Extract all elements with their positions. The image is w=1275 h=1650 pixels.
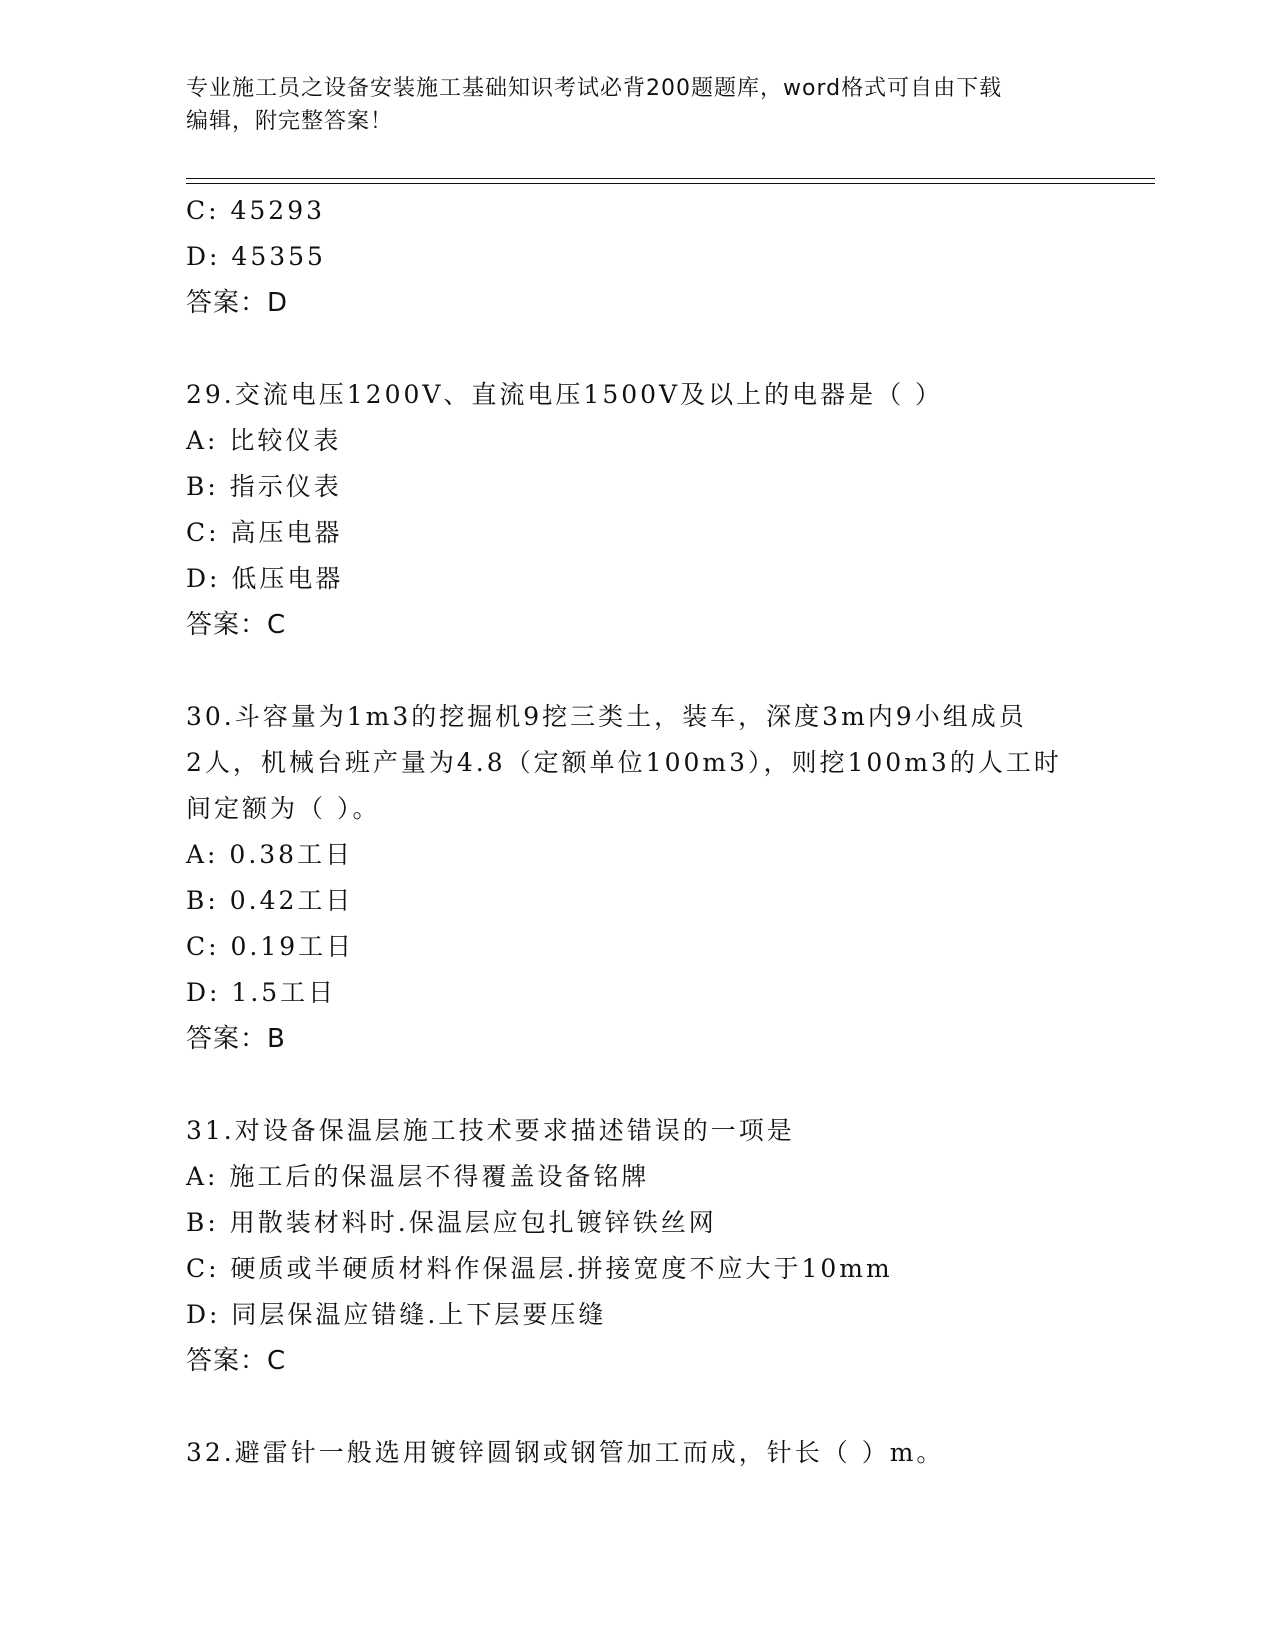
option-a: A: 施工后的保温层不得覆盖设备铭牌 [186,1162,650,1191]
question-stem: 31.对设备保温层施工技术要求描述错误的一项是 [186,1116,795,1145]
header-rule-bottom [186,183,1155,184]
header-title-line-1: 专业施工员之设备安装施工基础知识考试必背200题题库，word格式可自由下载 [186,76,1003,101]
question-31 [186,1108,1086,1384]
question-32 [186,1430,1086,1476]
answer: 答案：B [186,1024,286,1054]
spacer [186,1384,1086,1430]
option-d: D: 45355 [186,242,326,271]
question-stem-line-1: 30.斗容量为1m3的挖掘机9挖三类土，装车，深度3m内9小组成员 [186,702,1027,731]
option-a: A: 比较仪表 [186,426,342,455]
option-c: C: 0.19工日 [186,932,355,961]
spacer [186,648,1086,694]
question-stem: 29.交流电压1200V、直流电压1500V及以上的电器是（ ） [186,380,944,409]
answer: 答案：C [186,1346,287,1376]
question-29 [186,372,1086,648]
option-d: D: 1.5工日 [186,978,337,1007]
option-c: C: 45293 [186,196,326,225]
option-a: A: 0.38工日 [186,840,354,869]
header-title-line-2: 编辑，附完整答案！ [186,109,394,134]
option-b: B: 用散装材料时.保温层应包扎镀锌铁丝网 [186,1208,717,1237]
question-30 [186,694,1086,1062]
answer: 答案：C [186,610,287,640]
option-b: B: 0.42工日 [186,886,354,915]
question-stem: 32.避雷针一般选用镀锌圆钢或钢管加工而成，针长（ ）m。 [186,1438,945,1467]
header-rule-top [186,178,1155,179]
spacer [186,326,1086,372]
question-prev [186,188,1086,326]
option-c: C: 高压电器 [186,518,343,547]
option-d: D: 同层保温应错缝.上下层要压缝 [186,1300,607,1329]
option-c: C: 硬质或半硬质材料作保温层.拼接宽度不应大于10mm [186,1254,893,1283]
question-stem-line-3: 间定额为（ ）。 [186,794,381,823]
option-b: B: 指示仪表 [186,472,342,501]
option-d: D: 低压电器 [186,564,344,593]
document-header [186,72,1086,138]
answer: 答案：D [186,288,289,318]
question-stem-line-2: 2人，机械台班产量为4.8（定额单位100m3），则挖100m3的人工时 [186,748,1062,777]
spacer [186,1062,1086,1108]
question-list [186,188,1086,1476]
